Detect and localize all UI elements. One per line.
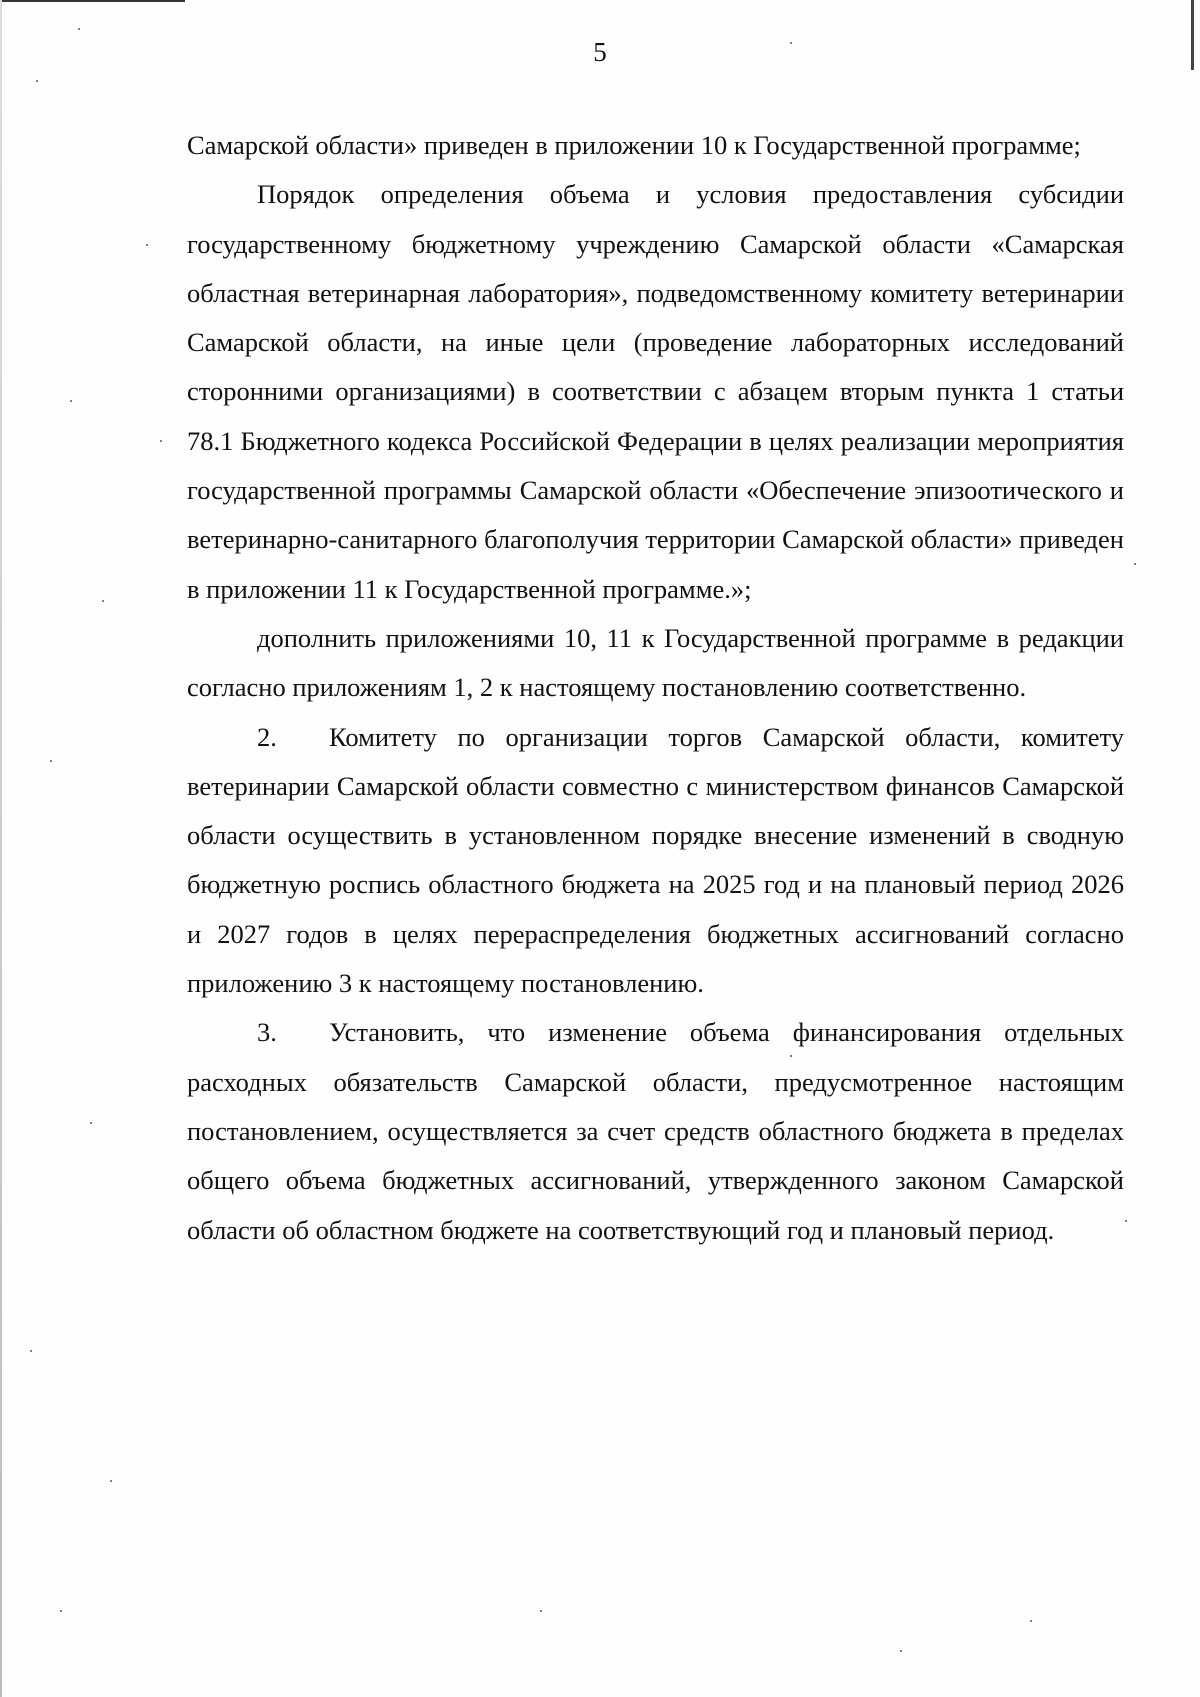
scan-speck <box>790 1055 792 1057</box>
scan-speck <box>36 80 38 82</box>
paragraph-appendix-addition <box>187 614 1124 713</box>
paragraph-subsidy-procedure <box>187 170 1124 614</box>
paragraph-continuation <box>187 121 1124 170</box>
scan-speck <box>540 1610 542 1612</box>
page-number <box>0 36 1200 68</box>
scan-speck <box>90 1122 92 1124</box>
scan-speck <box>60 1610 62 1612</box>
paragraph-text: Порядок определения объема и условия предоставления субсидии государственному бюджетному учреждению Самарской области «Самарская областная ветеринарная лаборатория», подведомственному комитету ветеринарии Самарской области, на иные цели (проведение лабораторных исследований сторонними организациями) в соответствии с абзацем вторым пункта 1 статьи 78.1 Бюджетного кодекса Российской Федерации в целях реализации мероприятия государственной программы Самарской области «Обеспечение эпизоотического и ветеринарно-санитарного благополучия территории Самарской области» приведен в приложении 11 к Государственной программе.»; <box>187 179 1124 604</box>
paragraph-item-3 <box>187 1008 1124 1254</box>
scan-speck <box>78 28 80 30</box>
scan-speck <box>50 760 52 762</box>
scan-speck <box>146 244 148 246</box>
paragraph-text: дополнить приложениями 10, 11 к Государственной программе в редакции согласно приложениям 1, 2 к настоящему постановлению соответственно. <box>187 622 1124 703</box>
paragraph-text: Самарской области» приведен в приложении 10 к Государственной программе; <box>187 130 1081 160</box>
scan-speck <box>30 1350 32 1352</box>
scan-edge-left <box>0 0 2 1697</box>
item-number: 3. <box>257 1017 277 1048</box>
scan-speck <box>160 440 162 442</box>
scan-speck <box>110 1480 112 1482</box>
page-number-text: 5 <box>593 37 607 67</box>
scan-speck <box>790 42 792 44</box>
paragraph-item-2 <box>187 713 1124 1009</box>
paragraph-text: Комитету по организации торгов Самарской области, комитету ветеринарии Самарской области совместно с министерством финансов Самарской области осуществить в установленном порядке внесение изменений в сводную бюджетную роспись областного бюджета на 2025 год и на плановый период 2026 и 2027 годов в целях перераспределения бюджетных ассигнований согласно приложению 3 к настоящему постановлению. <box>187 721 1124 999</box>
scan-speck <box>1030 1620 1032 1622</box>
scan-speck <box>900 1650 902 1652</box>
document-body <box>187 121 1124 1255</box>
scan-edge-top <box>0 0 185 2</box>
scan-speck <box>1134 563 1136 565</box>
scan-speck <box>102 600 104 602</box>
item-number: 2. <box>257 721 277 752</box>
scan-speck <box>1125 1220 1127 1222</box>
paragraph-text: Установить, что изменение объема финансирования отдельных расходных обязательств Самарской области, предусмотренное настоящим постановлением, осуществляется за счет средств областного бюджета в пределах общего объема бюджетных ассигнований, утвержденного законом Самарской области об областном бюджете на соответствующий год и плановый период. <box>187 1017 1124 1245</box>
scan-speck <box>70 400 72 402</box>
